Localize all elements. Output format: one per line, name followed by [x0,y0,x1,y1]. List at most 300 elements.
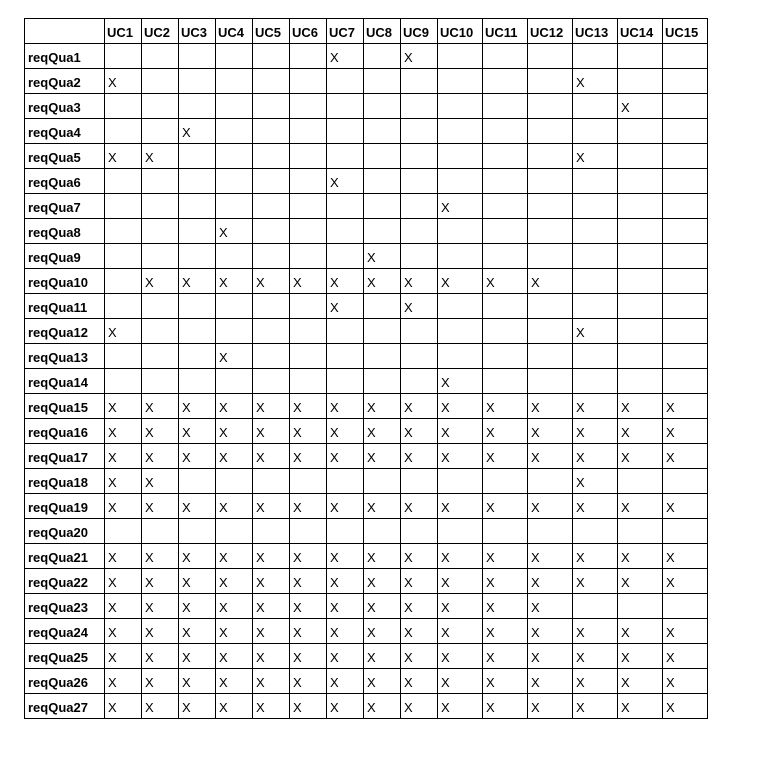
mark-cell: X [216,269,253,294]
mark-cell: X [253,644,290,669]
table-row [25,219,708,244]
table-row [25,469,708,494]
mark-cell: X [105,319,142,344]
mark-cell: X [528,444,573,469]
row-label: reqQua17 [25,444,105,469]
empty-cell [438,44,483,69]
empty-cell [364,519,401,544]
empty-cell [216,119,253,144]
mark-cell: X [327,269,364,294]
empty-cell [573,344,618,369]
empty-cell [253,369,290,394]
row-label: reqQua25 [25,644,105,669]
empty-cell [663,144,708,169]
empty-cell [253,344,290,369]
empty-cell [528,44,573,69]
mark-cell: X [663,694,708,719]
mark-cell: X [179,644,216,669]
mark-cell: X [438,694,483,719]
mark-cell: X [105,619,142,644]
mark-cell: X [573,494,618,519]
mark-cell: X [179,669,216,694]
empty-cell [663,194,708,219]
empty-cell [142,294,179,319]
column-header: UC12 [528,19,573,44]
mark-cell: X [327,569,364,594]
mark-cell: X [663,619,708,644]
empty-cell [483,94,528,119]
mark-cell: X [253,269,290,294]
row-label: reqQua6 [25,169,105,194]
mark-cell: X [364,694,401,719]
empty-cell [483,194,528,219]
table-row [25,119,708,144]
column-header: UC15 [663,19,708,44]
mark-cell: X [438,544,483,569]
row-label: reqQua26 [25,669,105,694]
mark-cell: X [663,644,708,669]
mark-cell: X [483,544,528,569]
mark-cell: X [142,394,179,419]
empty-cell [618,169,663,194]
mark-cell: X [179,419,216,444]
empty-cell [438,519,483,544]
mark-cell: X [618,544,663,569]
mark-cell: X [142,544,179,569]
row-label: reqQua21 [25,544,105,569]
empty-cell [618,44,663,69]
mark-cell: X [290,394,327,419]
mark-cell: X [528,619,573,644]
empty-cell [483,44,528,69]
mark-cell: X [364,619,401,644]
mark-cell: X [290,494,327,519]
empty-cell [438,319,483,344]
empty-cell [179,194,216,219]
empty-cell [438,94,483,119]
empty-cell [142,169,179,194]
mark-cell: X [290,419,327,444]
mark-cell: X [364,569,401,594]
mark-cell: X [438,419,483,444]
mark-cell: X [573,419,618,444]
mark-cell: X [216,594,253,619]
empty-cell [663,469,708,494]
empty-cell [401,194,438,219]
mark-cell: X [483,594,528,619]
mark-cell: X [253,619,290,644]
mark-cell: X [327,294,364,319]
mark-cell: X [401,419,438,444]
empty-cell [618,244,663,269]
table-row [25,444,708,469]
empty-cell [618,269,663,294]
empty-cell [364,69,401,94]
mark-cell: X [290,669,327,694]
mark-cell: X [528,269,573,294]
empty-cell [573,294,618,319]
mark-cell: X [327,44,364,69]
mark-cell: X [327,444,364,469]
mark-cell: X [327,419,364,444]
empty-cell [290,44,327,69]
mark-cell: X [290,694,327,719]
mark-cell: X [401,294,438,319]
empty-cell [528,469,573,494]
empty-cell [483,119,528,144]
empty-cell [142,94,179,119]
empty-cell [179,369,216,394]
mark-cell: X [663,569,708,594]
empty-cell [142,319,179,344]
empty-cell [105,269,142,294]
mark-cell: X [253,669,290,694]
mark-cell: X [216,569,253,594]
mark-cell: X [364,394,401,419]
empty-cell [253,144,290,169]
empty-cell [528,94,573,119]
mark-cell: X [618,619,663,644]
empty-cell [663,594,708,619]
mark-cell: X [618,494,663,519]
row-label: reqQua22 [25,569,105,594]
empty-cell [327,94,364,119]
mark-cell: X [216,669,253,694]
column-header: UC13 [573,19,618,44]
empty-cell [105,244,142,269]
empty-cell [401,94,438,119]
empty-cell [663,219,708,244]
mark-cell: X [438,394,483,419]
mark-cell: X [573,569,618,594]
empty-cell [438,144,483,169]
mark-cell: X [438,269,483,294]
corner-cell [25,19,105,44]
mark-cell: X [364,494,401,519]
table-row [25,419,708,444]
empty-cell [573,269,618,294]
mark-cell: X [179,594,216,619]
empty-cell [253,94,290,119]
mark-cell: X [528,544,573,569]
empty-cell [142,194,179,219]
mark-cell: X [663,669,708,694]
empty-cell [483,344,528,369]
mark-cell: X [401,619,438,644]
mark-cell: X [179,269,216,294]
empty-cell [573,119,618,144]
mark-cell: X [105,694,142,719]
mark-cell: X [327,694,364,719]
table-row [25,569,708,594]
empty-cell [216,94,253,119]
mark-cell: X [438,644,483,669]
mark-cell: X [142,419,179,444]
empty-cell [179,94,216,119]
mark-cell: X [253,419,290,444]
empty-cell [663,269,708,294]
empty-cell [364,119,401,144]
empty-cell [290,294,327,319]
empty-cell [364,469,401,494]
table-row [25,169,708,194]
empty-cell [290,194,327,219]
requirements-usecase-table [24,18,708,719]
empty-cell [216,369,253,394]
empty-cell [290,319,327,344]
empty-cell [290,519,327,544]
table-body [25,44,708,719]
mark-cell: X [573,544,618,569]
empty-cell [401,169,438,194]
empty-cell [179,219,216,244]
empty-cell [327,219,364,244]
empty-cell [290,244,327,269]
empty-cell [438,119,483,144]
empty-cell [528,194,573,219]
mark-cell: X [528,419,573,444]
mark-cell: X [105,644,142,669]
mark-cell: X [401,544,438,569]
mark-cell: X [483,394,528,419]
mark-cell: X [528,394,573,419]
empty-cell [573,169,618,194]
mark-cell: X [327,544,364,569]
empty-cell [142,44,179,69]
mark-cell: X [327,594,364,619]
mark-cell: X [327,619,364,644]
mark-cell: X [253,594,290,619]
mark-cell: X [105,69,142,94]
empty-cell [253,519,290,544]
empty-cell [290,369,327,394]
table-row [25,344,708,369]
empty-cell [663,44,708,69]
empty-cell [528,169,573,194]
mark-cell: X [179,544,216,569]
empty-cell [327,344,364,369]
empty-cell [401,244,438,269]
empty-cell [618,144,663,169]
mark-cell: X [216,419,253,444]
empty-cell [401,344,438,369]
mark-cell: X [401,594,438,619]
mark-cell: X [438,569,483,594]
mark-cell: X [483,494,528,519]
empty-cell [105,519,142,544]
empty-cell [364,194,401,219]
empty-cell [528,119,573,144]
empty-cell [253,219,290,244]
empty-cell [438,294,483,319]
empty-cell [290,219,327,244]
empty-cell [483,469,528,494]
mark-cell: X [618,394,663,419]
mark-cell: X [216,219,253,244]
empty-cell [528,244,573,269]
mark-cell: X [573,319,618,344]
row-label: reqQua5 [25,144,105,169]
row-label: reqQua14 [25,369,105,394]
mark-cell: X [105,544,142,569]
mark-cell: X [179,119,216,144]
mark-cell: X [573,644,618,669]
empty-cell [364,294,401,319]
table-row [25,494,708,519]
empty-cell [483,294,528,319]
mark-cell: X [483,444,528,469]
empty-cell [483,244,528,269]
empty-cell [483,369,528,394]
mark-cell: X [253,394,290,419]
mark-cell: X [483,644,528,669]
empty-cell [528,519,573,544]
empty-cell [438,244,483,269]
empty-cell [618,369,663,394]
empty-cell [663,519,708,544]
empty-cell [142,219,179,244]
mark-cell: X [438,194,483,219]
empty-cell [364,169,401,194]
empty-cell [216,244,253,269]
empty-cell [216,144,253,169]
mark-cell: X [618,694,663,719]
mark-cell: X [364,544,401,569]
table-row [25,619,708,644]
mark-cell: X [142,494,179,519]
empty-cell [105,219,142,244]
mark-cell: X [327,669,364,694]
empty-cell [142,119,179,144]
column-header: UC9 [401,19,438,44]
mark-cell: X [573,144,618,169]
table-row [25,544,708,569]
mark-cell: X [618,644,663,669]
empty-cell [663,94,708,119]
empty-cell [364,144,401,169]
mark-cell: X [142,619,179,644]
table-row [25,369,708,394]
empty-cell [483,219,528,244]
column-header: UC6 [290,19,327,44]
empty-cell [364,344,401,369]
empty-cell [573,194,618,219]
mark-cell: X [401,444,438,469]
empty-cell [290,119,327,144]
empty-cell [573,94,618,119]
empty-cell [216,194,253,219]
empty-cell [438,69,483,94]
mark-cell: X [483,694,528,719]
row-label: reqQua3 [25,94,105,119]
table-row [25,44,708,69]
empty-cell [364,219,401,244]
mark-cell: X [179,394,216,419]
mark-cell: X [216,344,253,369]
row-label: reqQua18 [25,469,105,494]
column-header: UC2 [142,19,179,44]
mark-cell: X [438,619,483,644]
empty-cell [179,69,216,94]
mark-cell: X [364,244,401,269]
mark-cell: X [663,444,708,469]
empty-cell [528,294,573,319]
row-label: reqQua19 [25,494,105,519]
empty-cell [179,319,216,344]
empty-cell [105,369,142,394]
empty-cell [528,319,573,344]
empty-cell [528,144,573,169]
mark-cell: X [142,569,179,594]
empty-cell [179,44,216,69]
table-row [25,294,708,319]
empty-cell [438,344,483,369]
empty-cell [663,344,708,369]
mark-cell: X [327,394,364,419]
mark-cell: X [573,619,618,644]
row-label: reqQua4 [25,119,105,144]
mark-cell: X [663,419,708,444]
table-row [25,94,708,119]
mark-cell: X [663,544,708,569]
empty-cell [528,369,573,394]
mark-cell: X [179,494,216,519]
mark-cell: X [528,694,573,719]
traceability-matrix [24,18,708,719]
mark-cell: X [528,669,573,694]
empty-cell [179,144,216,169]
empty-cell [105,344,142,369]
mark-cell: X [663,394,708,419]
empty-cell [290,69,327,94]
row-label: reqQua8 [25,219,105,244]
row-label: reqQua11 [25,294,105,319]
mark-cell: X [401,394,438,419]
empty-cell [663,319,708,344]
empty-cell [438,169,483,194]
mark-cell: X [290,544,327,569]
empty-cell [142,369,179,394]
empty-cell [327,144,364,169]
empty-cell [618,469,663,494]
empty-cell [216,169,253,194]
empty-cell [290,144,327,169]
empty-cell [528,69,573,94]
table-row [25,269,708,294]
empty-cell [401,519,438,544]
column-header: UC8 [364,19,401,44]
empty-cell [573,219,618,244]
mark-cell: X [253,494,290,519]
empty-cell [528,344,573,369]
empty-cell [573,519,618,544]
empty-cell [216,294,253,319]
empty-cell [618,594,663,619]
empty-cell [179,294,216,319]
mark-cell: X [573,69,618,94]
mark-cell: X [327,494,364,519]
empty-cell [483,169,528,194]
empty-cell [401,219,438,244]
mark-cell: X [438,669,483,694]
mark-cell: X [573,469,618,494]
mark-cell: X [142,669,179,694]
empty-cell [216,44,253,69]
mark-cell: X [105,394,142,419]
empty-cell [105,194,142,219]
empty-cell [364,369,401,394]
empty-cell [327,244,364,269]
